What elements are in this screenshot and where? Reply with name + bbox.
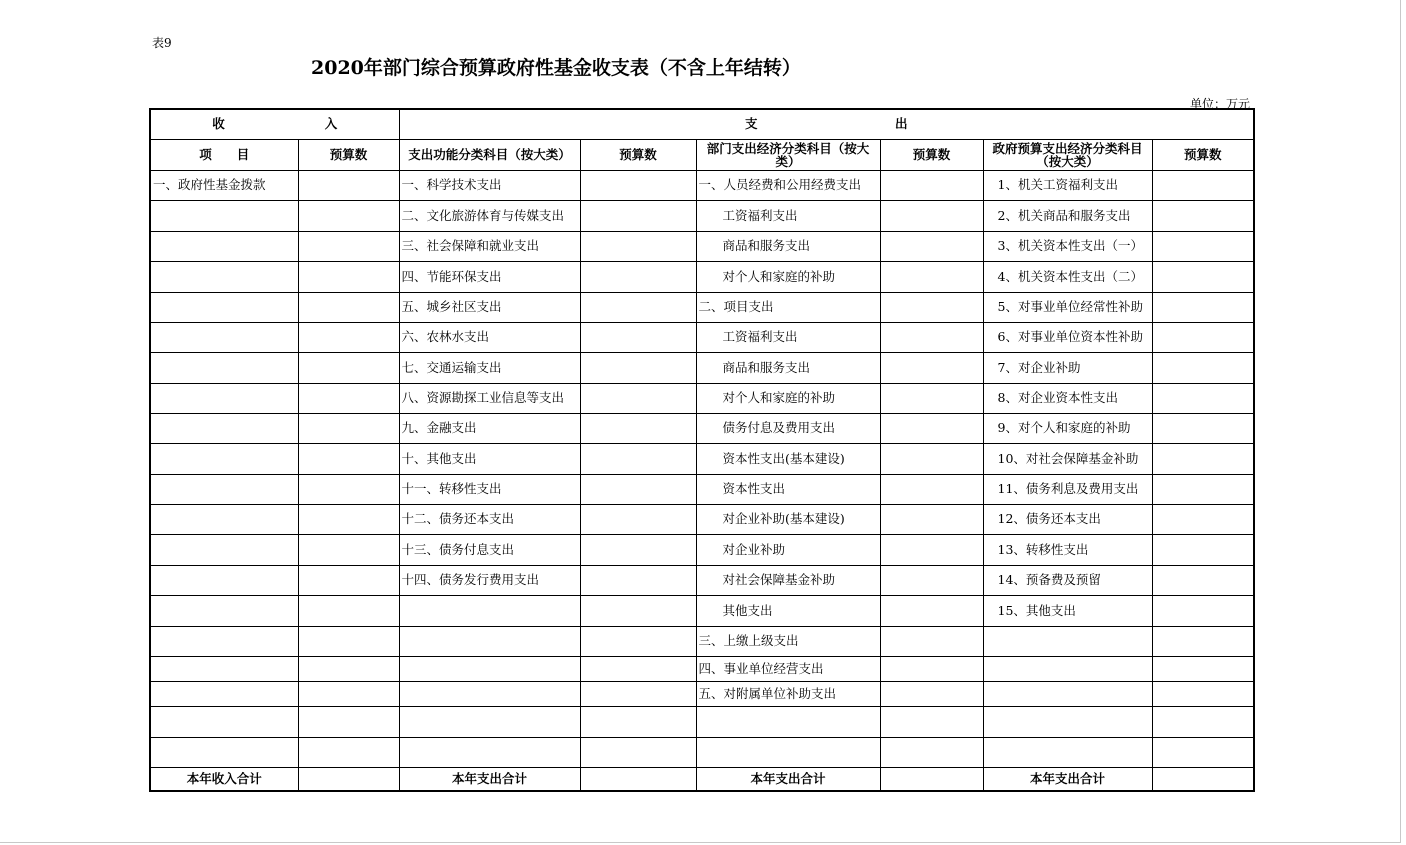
- income-budget-cell: [298, 443, 399, 474]
- col-budget-header: 预算数: [1152, 139, 1254, 170]
- dept-econ-budget-cell: [880, 292, 983, 322]
- table-row: [150, 231, 1254, 261]
- gov-econ-budget-cell: [1152, 383, 1254, 413]
- gov-econ-item-cell: 3、机关资本性支出（一）: [983, 231, 1152, 261]
- func-item-cell: 三、社会保障和就业支出: [399, 231, 580, 261]
- table-row: [150, 261, 1254, 292]
- col-dept-econ-header: 部门支出经济分类科目（按大类）: [696, 139, 880, 170]
- dept-econ-item-cell: 债务付息及费用支出: [696, 413, 880, 443]
- dept-econ-item-cell: 对社会保障基金补助: [696, 565, 880, 595]
- gov-econ-budget-cell: [1152, 737, 1254, 767]
- gov-econ-budget-cell: [1152, 261, 1254, 292]
- dept-econ-budget-cell: [880, 504, 983, 534]
- gov-econ-budget-cell: [1152, 292, 1254, 322]
- dept-econ-budget-cell: [880, 474, 983, 504]
- dept-econ-budget-cell: [880, 656, 983, 681]
- gov-econ-budget-cell: [1152, 626, 1254, 656]
- dept-econ-budget-cell: [880, 352, 983, 383]
- income-budget-cell: [298, 595, 399, 626]
- income-budget-cell: [298, 413, 399, 443]
- gov-econ-item-cell: [983, 681, 1152, 706]
- gov-econ-budget-cell: [1152, 474, 1254, 504]
- func-item-cell: 九、金融支出: [399, 413, 580, 443]
- func-budget-cell: [580, 534, 696, 565]
- gov-econ-budget-cell: [1152, 504, 1254, 534]
- gov-econ-budget-cell: [1152, 200, 1254, 231]
- income-item-cell: [150, 261, 298, 292]
- gov-econ-budget-cell: [1152, 681, 1254, 706]
- dept-econ-item-cell: 商品和服务支出: [696, 352, 880, 383]
- dept-econ-budget-cell: [880, 443, 983, 474]
- gov-econ-budget-cell: [1152, 595, 1254, 626]
- gov-econ-item-cell: [983, 656, 1152, 681]
- func-total-value: [580, 767, 696, 791]
- dept-econ-item-cell: 对企业补助(基本建设): [696, 504, 880, 534]
- dept-econ-item-cell: 商品和服务支出: [696, 231, 880, 261]
- func-item-cell: 二、文化旅游体育与传媒支出: [399, 200, 580, 231]
- income-item-cell: [150, 322, 298, 352]
- func-budget-cell: [580, 200, 696, 231]
- income-item-cell: [150, 200, 298, 231]
- income-item-cell: [150, 231, 298, 261]
- table-row: [150, 383, 1254, 413]
- func-item-cell: 十二、债务还本支出: [399, 504, 580, 534]
- gov-econ-item-cell: 5、对事业单位经常性补助: [983, 292, 1152, 322]
- func-budget-cell: [580, 322, 696, 352]
- func-budget-cell: [580, 504, 696, 534]
- income-item-cell: [150, 737, 298, 767]
- dept-econ-item-cell: 资本性支出: [696, 474, 880, 504]
- col-budget-header: 预算数: [880, 139, 983, 170]
- income-budget-cell: [298, 292, 399, 322]
- table-row: [150, 565, 1254, 595]
- gov-econ-item-cell: [983, 737, 1152, 767]
- table-row: [150, 534, 1254, 565]
- dept-econ-budget-cell: [880, 595, 983, 626]
- budget-table: [149, 108, 1255, 792]
- income-item-cell: [150, 534, 298, 565]
- gov-econ-budget-cell: [1152, 170, 1254, 200]
- dept-econ-budget-cell: [880, 231, 983, 261]
- income-budget-cell: [298, 261, 399, 292]
- func-budget-cell: [580, 383, 696, 413]
- income-item-cell: [150, 474, 298, 504]
- func-budget-cell: [580, 681, 696, 706]
- func-item-cell: [399, 656, 580, 681]
- func-item-cell: 六、农林水支出: [399, 322, 580, 352]
- col-budget-header: 预算数: [580, 139, 696, 170]
- income-item-cell: 一、政府性基金拨款: [150, 170, 298, 200]
- gov-econ-budget-cell: [1152, 231, 1254, 261]
- table-row: [150, 656, 1254, 681]
- income-item-cell: [150, 292, 298, 322]
- income-budget-cell: [298, 626, 399, 656]
- dept-econ-item-cell: 其他支出: [696, 595, 880, 626]
- func-budget-cell: [580, 231, 696, 261]
- gov-econ-item-cell: 15、其他支出: [983, 595, 1152, 626]
- func-item-cell: 七、交通运输支出: [399, 352, 580, 383]
- func-budget-cell: [580, 352, 696, 383]
- header-row-1: [150, 109, 1254, 139]
- col-func-header: 支出功能分类科目（按大类）: [399, 139, 580, 170]
- col-gov-econ-header: 政府预算支出经济分类科目（按大类）: [983, 139, 1152, 170]
- income-budget-cell: [298, 200, 399, 231]
- dept-econ-item-cell: 工资福利支出: [696, 200, 880, 231]
- dept-econ-budget-cell: [880, 626, 983, 656]
- table-row: [150, 626, 1254, 656]
- header-row-2: [150, 139, 1254, 170]
- gov-econ-budget-cell: [1152, 413, 1254, 443]
- func-budget-cell: [580, 706, 696, 737]
- func-item-cell: 十四、债务发行费用支出: [399, 565, 580, 595]
- func-budget-cell: [580, 565, 696, 595]
- gov-econ-budget-cell: [1152, 534, 1254, 565]
- income-item-cell: [150, 681, 298, 706]
- gov-econ-budget-cell: [1152, 352, 1254, 383]
- page-title: 2020年部门综合预算政府性基金收支表（不含上年结转）: [311, 57, 801, 79]
- income-budget-cell: [298, 656, 399, 681]
- income-item-cell: [150, 565, 298, 595]
- income-budget-cell: [298, 681, 399, 706]
- totals-row: [150, 767, 1254, 791]
- func-budget-cell: [580, 737, 696, 767]
- table-row: [150, 170, 1254, 200]
- gov-econ-item-cell: 2、机关商品和服务支出: [983, 200, 1152, 231]
- dept-econ-item-cell: 资本性支出(基本建设): [696, 443, 880, 474]
- func-budget-cell: [580, 261, 696, 292]
- income-item-cell: [150, 413, 298, 443]
- dept-econ-item-cell: [696, 706, 880, 737]
- gov-econ-total-value: [1152, 767, 1254, 791]
- dept-econ-item-cell: 三、上缴上级支出: [696, 626, 880, 656]
- func-item-cell: 四、节能环保支出: [399, 261, 580, 292]
- func-item-cell: 十一、转移性支出: [399, 474, 580, 504]
- dept-econ-budget-cell: [880, 383, 983, 413]
- gov-econ-item-cell: 10、对社会保障基金补助: [983, 443, 1152, 474]
- dept-econ-budget-cell: [880, 322, 983, 352]
- income-budget-cell: [298, 383, 399, 413]
- dept-econ-total-label: 本年支出合计: [696, 767, 880, 791]
- func-budget-cell: [580, 413, 696, 443]
- gov-econ-budget-cell: [1152, 565, 1254, 595]
- gov-econ-item-cell: 1、机关工资福利支出: [983, 170, 1152, 200]
- dept-econ-budget-cell: [880, 413, 983, 443]
- dept-econ-item-cell: 一、人员经费和公用经费支出: [696, 170, 880, 200]
- table-row: [150, 413, 1254, 443]
- col-budget-header: 预算数: [298, 139, 399, 170]
- income-budget-cell: [298, 737, 399, 767]
- dept-econ-budget-cell: [880, 170, 983, 200]
- func-budget-cell: [580, 595, 696, 626]
- income-budget-cell: [298, 565, 399, 595]
- func-item-cell: 十、其他支出: [399, 443, 580, 474]
- dept-econ-budget-cell: [880, 681, 983, 706]
- func-item-cell: 十三、债务付息支出: [399, 534, 580, 565]
- table-row: [150, 504, 1254, 534]
- col-item-header: 项 目: [150, 139, 298, 170]
- func-budget-cell: [580, 292, 696, 322]
- table-row: [150, 737, 1254, 767]
- expense-header: 支 出: [399, 109, 1254, 139]
- dept-econ-item-cell: [696, 737, 880, 767]
- func-budget-cell: [580, 626, 696, 656]
- func-budget-cell: [580, 656, 696, 681]
- income-item-cell: [150, 383, 298, 413]
- dept-econ-budget-cell: [880, 737, 983, 767]
- gov-econ-budget-cell: [1152, 706, 1254, 737]
- func-item-cell: 八、资源勘探工业信息等支出: [399, 383, 580, 413]
- income-item-cell: [150, 504, 298, 534]
- income-budget-cell: [298, 534, 399, 565]
- income-budget-cell: [298, 706, 399, 737]
- gov-econ-item-cell: 4、机关资本性支出（二）: [983, 261, 1152, 292]
- gov-econ-budget-cell: [1152, 656, 1254, 681]
- dept-econ-budget-cell: [880, 565, 983, 595]
- dept-econ-budget-cell: [880, 706, 983, 737]
- dept-econ-item-cell: 对个人和家庭的补助: [696, 261, 880, 292]
- gov-econ-item-cell: 12、债务还本支出: [983, 504, 1152, 534]
- dept-econ-item-cell: 二、项目支出: [696, 292, 880, 322]
- func-budget-cell: [580, 170, 696, 200]
- func-item-cell: [399, 681, 580, 706]
- gov-econ-item-cell: 11、债务利息及费用支出: [983, 474, 1152, 504]
- table-row: [150, 681, 1254, 706]
- func-item-cell: 五、城乡社区支出: [399, 292, 580, 322]
- income-total-value: [298, 767, 399, 791]
- table-row: [150, 474, 1254, 504]
- table-row: [150, 595, 1254, 626]
- func-item-cell: [399, 706, 580, 737]
- income-item-cell: [150, 626, 298, 656]
- table-row: [150, 200, 1254, 231]
- income-item-cell: [150, 595, 298, 626]
- gov-econ-item-cell: 14、预备费及预留: [983, 565, 1152, 595]
- dept-econ-item-cell: 工资福利支出: [696, 322, 880, 352]
- func-item-cell: [399, 595, 580, 626]
- income-budget-cell: [298, 170, 399, 200]
- gov-econ-budget-cell: [1152, 322, 1254, 352]
- income-item-cell: [150, 443, 298, 474]
- gov-econ-total-label: 本年支出合计: [983, 767, 1152, 791]
- dept-econ-total-value: [880, 767, 983, 791]
- dept-econ-item-cell: 对企业补助: [696, 534, 880, 565]
- income-total-label: 本年收入合计: [150, 767, 298, 791]
- gov-econ-item-cell: 7、对企业补助: [983, 352, 1152, 383]
- gov-econ-item-cell: [983, 626, 1152, 656]
- func-budget-cell: [580, 474, 696, 504]
- table-row: [150, 322, 1254, 352]
- income-item-cell: [150, 656, 298, 681]
- table-row: [150, 352, 1254, 383]
- dept-econ-budget-cell: [880, 534, 983, 565]
- table-row: [150, 292, 1254, 322]
- dept-econ-item-cell: 五、对附属单位补助支出: [696, 681, 880, 706]
- gov-econ-item-cell: 9、对个人和家庭的补助: [983, 413, 1152, 443]
- income-item-cell: [150, 352, 298, 383]
- gov-econ-budget-cell: [1152, 443, 1254, 474]
- dept-econ-item-cell: 对个人和家庭的补助: [696, 383, 880, 413]
- func-item-cell: [399, 626, 580, 656]
- income-budget-cell: [298, 474, 399, 504]
- func-total-label: 本年支出合计: [399, 767, 580, 791]
- income-item-cell: [150, 706, 298, 737]
- income-budget-cell: [298, 322, 399, 352]
- table-number: 表9: [152, 36, 172, 50]
- gov-econ-item-cell: 8、对企业资本性支出: [983, 383, 1152, 413]
- income-budget-cell: [298, 504, 399, 534]
- gov-econ-item-cell: 13、转移性支出: [983, 534, 1152, 565]
- dept-econ-budget-cell: [880, 261, 983, 292]
- income-header: 收 入: [150, 109, 399, 139]
- func-budget-cell: [580, 443, 696, 474]
- func-item-cell: 一、科学技术支出: [399, 170, 580, 200]
- table-row: [150, 443, 1254, 474]
- gov-econ-item-cell: 6、对事业单位资本性补助: [983, 322, 1152, 352]
- unit-label: 单位：万元: [1190, 97, 1251, 111]
- income-budget-cell: [298, 352, 399, 383]
- gov-econ-item-cell: [983, 706, 1152, 737]
- dept-econ-item-cell: 四、事业单位经营支出: [696, 656, 880, 681]
- func-item-cell: [399, 737, 580, 767]
- dept-econ-budget-cell: [880, 200, 983, 231]
- income-budget-cell: [298, 231, 399, 261]
- table-row: [150, 706, 1254, 737]
